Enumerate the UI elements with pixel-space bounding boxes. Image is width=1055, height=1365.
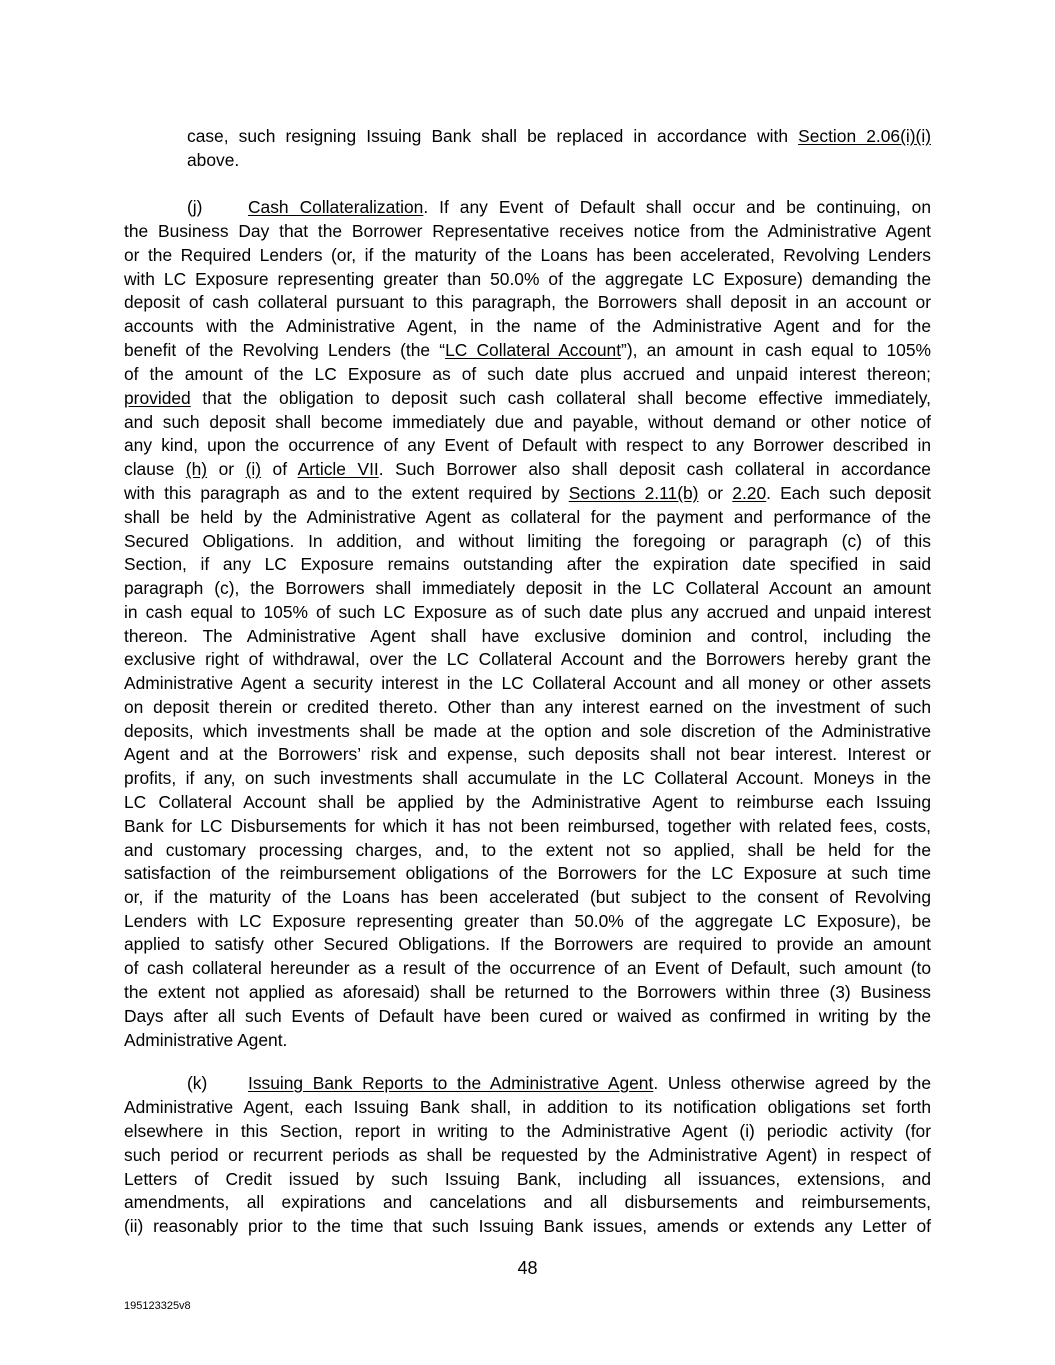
paragraph-heading: Issuing Bank Reports to the Administrative Agent <box>248 1073 654 1093</box>
text-line: Administrative Agent a security interest in the LC Collateral Account and all money or other assets <box>124 673 931 693</box>
defined-term: LC Collateral Account <box>445 340 622 360</box>
article-reference: Article VII <box>297 459 379 479</box>
text-line: Bank for LC Disbursements for which it has not been reimbursed, together with related fees, costs, <box>124 816 931 836</box>
text-line: profits, if any, on such investments shall accumulate in the LC Collateral Account. Moneys in the <box>124 768 931 788</box>
section-reference: Sections 2.11(b) <box>568 483 699 503</box>
section-reference: 2.20 <box>732 483 767 503</box>
text-line: in cash equal to 105% of such LC Exposure as of such date plus any accrued and unpaid interest <box>124 602 931 622</box>
page-number: 48 <box>517 1258 538 1278</box>
text-line: Section, if any LC Exposure remains outstanding after the expiration date specified in said <box>124 554 931 574</box>
text-line: with this paragraph as and to the extent required by Sections 2.11(b) or 2.20. Each such deposit <box>124 483 931 503</box>
text-line: elsewhere in this Section, report in writing to the Administrative Agent (i) periodic activity (for <box>124 1121 931 1141</box>
text-line: shall be held by the Administrative Agent as collateral for the payment and performance of the <box>124 507 931 527</box>
text-line: clause (h) or (i) of Article VII. Such Borrower also shall deposit cash collateral in accordance <box>124 459 931 479</box>
provided-term: provided <box>124 388 191 408</box>
text-line: case, such resigning Issuing Bank shall be replaced in accordance with Section 2.06(i)(i) <box>187 126 931 146</box>
text-line: Agent and at the Borrowers’ risk and expense, such deposits shall not bear interest. Interest or <box>124 744 931 764</box>
text-line: benefit of the Revolving Lenders (the “LC Collateral Account”), an amount in cash equal to 105% <box>124 340 931 360</box>
text-line: (ii) reasonably prior to the time that such Issuing Bank issues, amends or extends any Letter of <box>124 1216 931 1236</box>
text-line: deposit of cash collateral pursuant to this paragraph, the Borrowers shall deposit in an account or <box>124 292 931 312</box>
text-line: accounts with the Administrative Agent, in the name of the Administrative Agent and for the <box>124 316 931 336</box>
text-line: the Business Day that the Borrower Representative receives notice from the Administrative Agent <box>124 221 931 241</box>
text-line: exclusive right of withdrawal, over the LC Collateral Account and the Borrowers hereby grant the <box>124 649 931 669</box>
text-line: above. <box>187 150 240 170</box>
text-line: applied to satisfy other Secured Obligations. If the Borrowers are required to provide an amount <box>124 934 931 954</box>
text-line: on deposit therein or credited thereto. Other than any interest earned on the investment of such <box>124 697 931 717</box>
text-line: thereon. The Administrative Agent shall have exclusive dominion and control, including the <box>124 626 931 646</box>
text-line: Secured Obligations. In addition, and without limiting the foregoing or paragraph (c) of this <box>124 531 931 551</box>
text-line: with LC Exposure representing greater than 50.0% of the aggregate LC Exposure) demanding the <box>124 269 931 289</box>
text-line: satisfaction of the reimbursement obligations of the Borrowers for the LC Exposure at such time <box>124 863 931 883</box>
paragraph-k-first-line: (k) Issuing Bank Reports to the Administrative Agent. Unless otherwise agreed by the <box>187 1073 931 1093</box>
section-reference: Section 2.06(i)(i) <box>798 126 931 146</box>
text-line: any kind, upon the occurrence of any Event of Default with respect to any Borrower described in <box>124 435 931 455</box>
text-line: amendments, all expirations and cancelations and all disbursements and reimbursements, <box>124 1192 931 1212</box>
paragraph-label: (k) <box>187 1073 208 1093</box>
text-line: and such deposit shall become immediately due and payable, without demand or other notice of <box>124 412 931 432</box>
text-line: Days after all such Events of Default have been cured or waived as confirmed in writing by the <box>124 1006 931 1026</box>
text-line: Lenders with LC Exposure representing greater than 50.0% of the aggregate LC Exposure), be <box>124 911 931 931</box>
text-line: Administrative Agent, each Issuing Bank shall, in addition to its notification obligations set forth <box>124 1097 931 1117</box>
text-line: or, if the maturity of the Loans has been accelerated (but subject to the consent of Revolving <box>124 887 931 907</box>
text-line: of cash collateral hereunder as a result of the occurrence of an Event of Default, such amount (to <box>124 958 931 978</box>
clause-reference: (h) <box>185 459 208 479</box>
document-id: 195123325v8 <box>124 1300 191 1312</box>
text-line: provided that the obligation to deposit such cash collateral shall become effective immediately, <box>124 388 931 408</box>
text-line: such period or recurrent periods as shall be requested by the Administrative Agent) in respect of <box>124 1145 931 1165</box>
paragraph-heading: Cash Collateralization <box>248 197 424 217</box>
paragraph-label: (j) <box>187 197 203 217</box>
text-line: LC Collateral Account shall be applied by the Administrative Agent to reimburse each Issuing <box>124 792 931 812</box>
text-line: deposits, which investments shall be made at the option and sole discretion of the Administrative <box>124 721 931 741</box>
text-line: paragraph (c), the Borrowers shall immediately deposit in the LC Collateral Account an amount <box>124 578 931 598</box>
text-line: Letters of Credit issued by such Issuing Bank, including all issuances, extensions, and <box>124 1169 931 1189</box>
clause-reference: (i) <box>245 459 262 479</box>
text-line: Administrative Agent. <box>124 1030 288 1050</box>
text-line: and customary processing charges, and, to the extent not so applied, shall be held for the <box>124 840 931 860</box>
text-line: or the Required Lenders (or, if the maturity of the Loans has been accelerated, Revolving Lenders <box>124 245 931 265</box>
paragraph-j-first-line: (j) Cash Collateralization. If any Event of Default shall occur and be continuing, on <box>187 197 931 217</box>
text-line: of the amount of the LC Exposure as of such date plus accrued and unpaid interest thereon; <box>124 364 931 384</box>
text-line: the extent not applied as aforesaid) shall be returned to the Borrowers within three (3) Business <box>124 982 931 1002</box>
